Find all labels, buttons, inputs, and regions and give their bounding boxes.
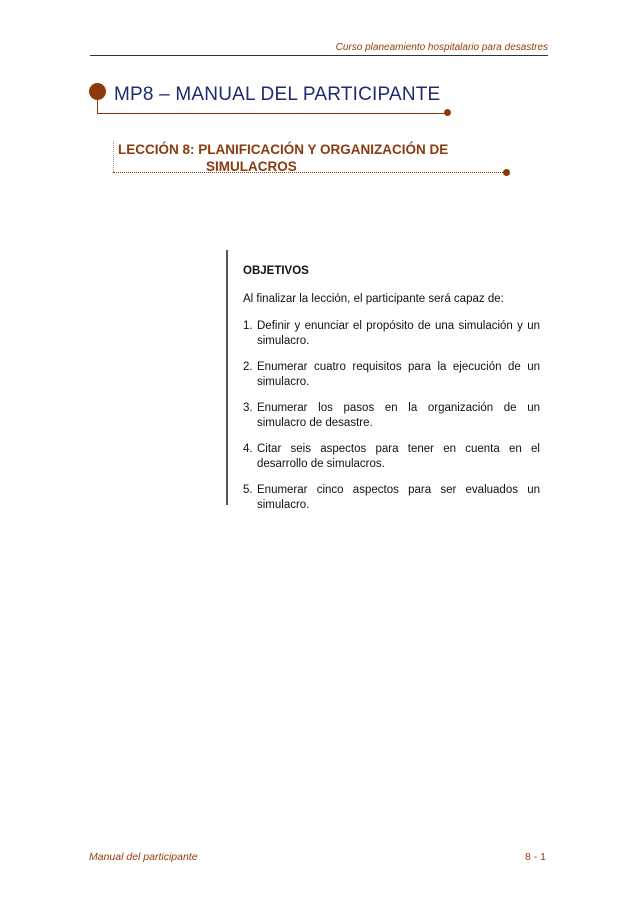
header-divider xyxy=(90,55,548,56)
list-item xyxy=(243,360,540,390)
list-item xyxy=(243,442,540,472)
objectives-list xyxy=(243,319,540,513)
list-item-number: 5. xyxy=(243,484,253,496)
title-bracket-line xyxy=(97,100,448,114)
list-item xyxy=(243,401,540,431)
list-item-text: Enumerar cuatro requisitos para la ejecución de un simulacro. xyxy=(257,361,540,388)
list-item-number: 3. xyxy=(243,402,253,414)
objectives-intro: Al finalizar la lección, el participante será capaz de: xyxy=(243,293,504,305)
list-item-text: Enumerar cinco aspectos para ser evaluados un simulacro. xyxy=(257,484,540,511)
footer-manual-label: Manual del participante xyxy=(89,851,198,863)
lesson-title xyxy=(118,141,448,175)
list-item-number: 2. xyxy=(243,361,253,373)
list-item xyxy=(243,483,540,513)
objectives-section xyxy=(243,264,540,524)
list-item-number: 1. xyxy=(243,320,253,332)
title-bullet-icon xyxy=(89,83,106,100)
list-item-text: Citar seis aspectos para tener en cuenta en el desarrollo de simulacros. xyxy=(257,443,540,470)
manual-title: MP8 – MANUAL DEL PARTICIPANTE xyxy=(114,84,441,105)
list-item-number: 4. xyxy=(243,443,253,455)
list-item-text: Enumerar los pasos en la organización de un simulacro de desastre. xyxy=(257,402,540,429)
running-header: Curso planeamiento hospitalario para desastres xyxy=(335,42,548,53)
list-item-text: Definir y enunciar el propósito de una simulación y un simulacro. xyxy=(257,320,540,347)
title-bracket-dot-icon xyxy=(444,109,451,116)
lesson-left-rule xyxy=(113,141,114,172)
lesson-title-line1: LECCIÓN 8: PLANIFICACIÓN Y ORGANIZACIÓN DE xyxy=(118,142,449,157)
list-item xyxy=(243,319,540,349)
page-number: 8 - 1 xyxy=(524,851,546,863)
objectives-vertical-rule xyxy=(226,250,228,505)
lesson-divider-dot-icon xyxy=(503,169,510,176)
objectives-heading: OBJETIVOS xyxy=(243,265,309,277)
lesson-divider xyxy=(113,172,505,173)
lesson-title-line2: SIMULACROS xyxy=(206,159,297,174)
